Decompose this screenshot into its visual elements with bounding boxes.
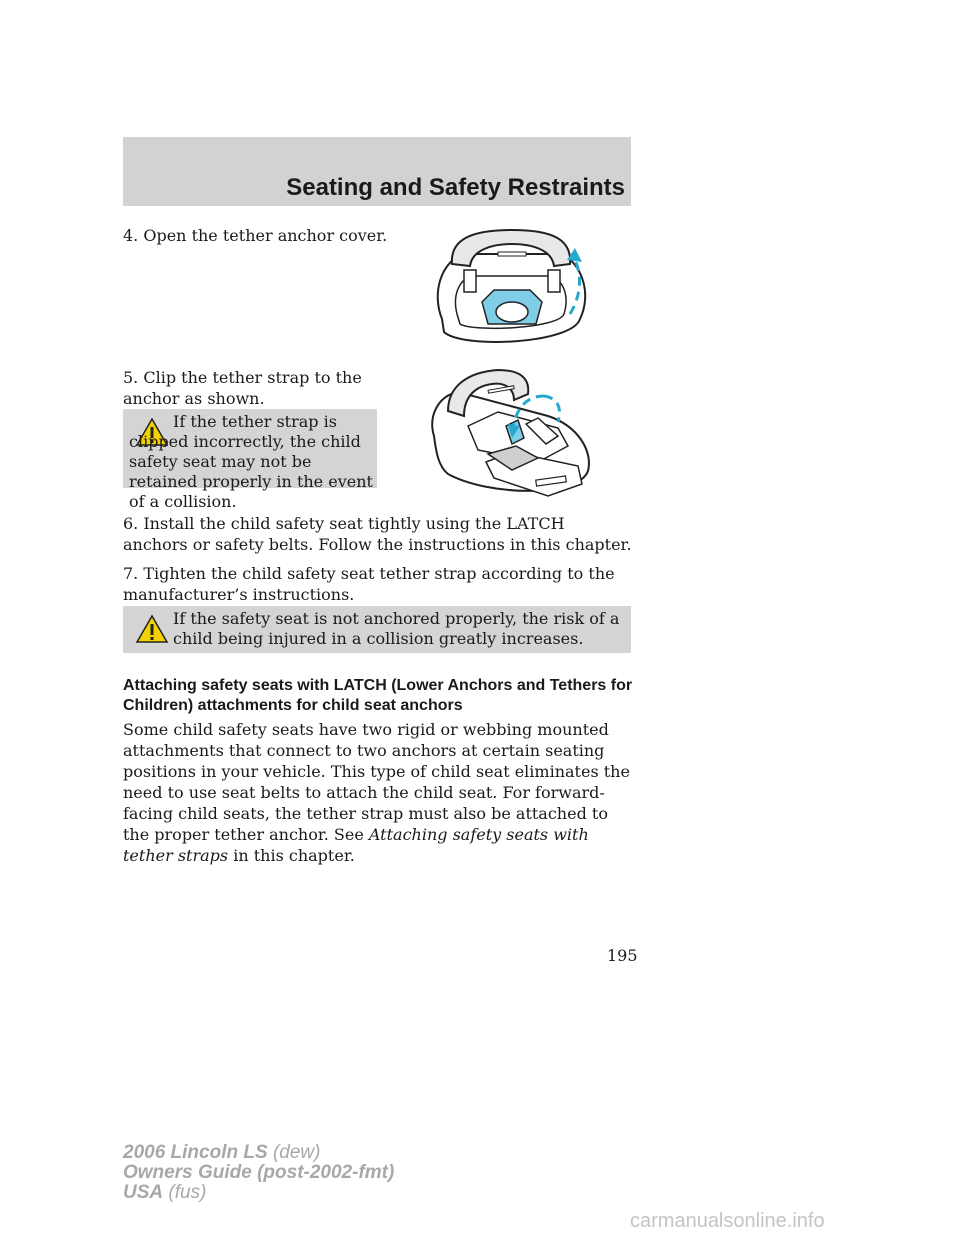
footer-model-code: (dew) bbox=[272, 1142, 321, 1163]
latch-section-body bbox=[123, 719, 633, 866]
page-number: 195 bbox=[607, 946, 638, 965]
footer-line-3 bbox=[123, 1183, 394, 1203]
warning-text-seat-anchor: If the safety seat is not anchored properly, the risk of a child being injured in a collision greatly increases. bbox=[173, 609, 620, 648]
step-7-text: 7. Tighten the child safety seat tether strap according to the manufacturer’s instructions. bbox=[123, 564, 615, 604]
footer-line-1 bbox=[123, 1143, 394, 1163]
footer-model: 2006 Lincoln LS bbox=[123, 1142, 268, 1163]
cross-reference-link[interactable]: Attaching safety seats with tether straps bbox=[123, 825, 589, 865]
warning-box-seat-anchor bbox=[123, 606, 631, 653]
step-5-text: 5. Clip the tether strap to the anchor as shown. bbox=[123, 368, 362, 408]
step-6-text: 6. Install the child safety seat tightly using the LATCH anchors or safety belts. Follow the instructions in this chapter. bbox=[123, 514, 632, 554]
footer-market: USA bbox=[123, 1182, 164, 1203]
latch-body-text: Some child safety seats have two rigid or webbing mounted attachments that connect to two anchors at certain seating positions in your vehicle. This type of child seat eliminates the need to use seat belts to attach the child seat. For forward-facing child seats, the tether strap must also be attached to the proper tether anchor. See bbox=[123, 720, 630, 844]
section-title: Seating and Safety Restraints bbox=[286, 174, 625, 201]
latch-section-heading: Attaching safety seats with LATCH (Lower Anchors and Tethers for Children) attachments for child seat anchors bbox=[123, 677, 633, 714]
document-footer bbox=[123, 1143, 394, 1203]
footer-market-code: (fus) bbox=[168, 1182, 207, 1203]
warning-text-tether-clip: If the tether strap is clipped incorrectly, the child safety seat may not be retained properly in the event of a collision. bbox=[129, 412, 373, 511]
warning-triangle-icon bbox=[135, 614, 169, 644]
warning-box-tether-clip bbox=[123, 409, 377, 511]
tether-strap-clip-illustration bbox=[428, 366, 594, 500]
footer-line-2: Owners Guide (post-2002-fmt) bbox=[123, 1162, 395, 1183]
tether-anchor-cover-open-illustration bbox=[432, 224, 592, 354]
watermark: carmanualsonline.info bbox=[630, 1210, 825, 1232]
latch-body-end: in this chapter. bbox=[233, 846, 355, 865]
section-header-band bbox=[123, 137, 631, 206]
step-4-text: 4. Open the tether anchor cover. bbox=[123, 226, 388, 245]
